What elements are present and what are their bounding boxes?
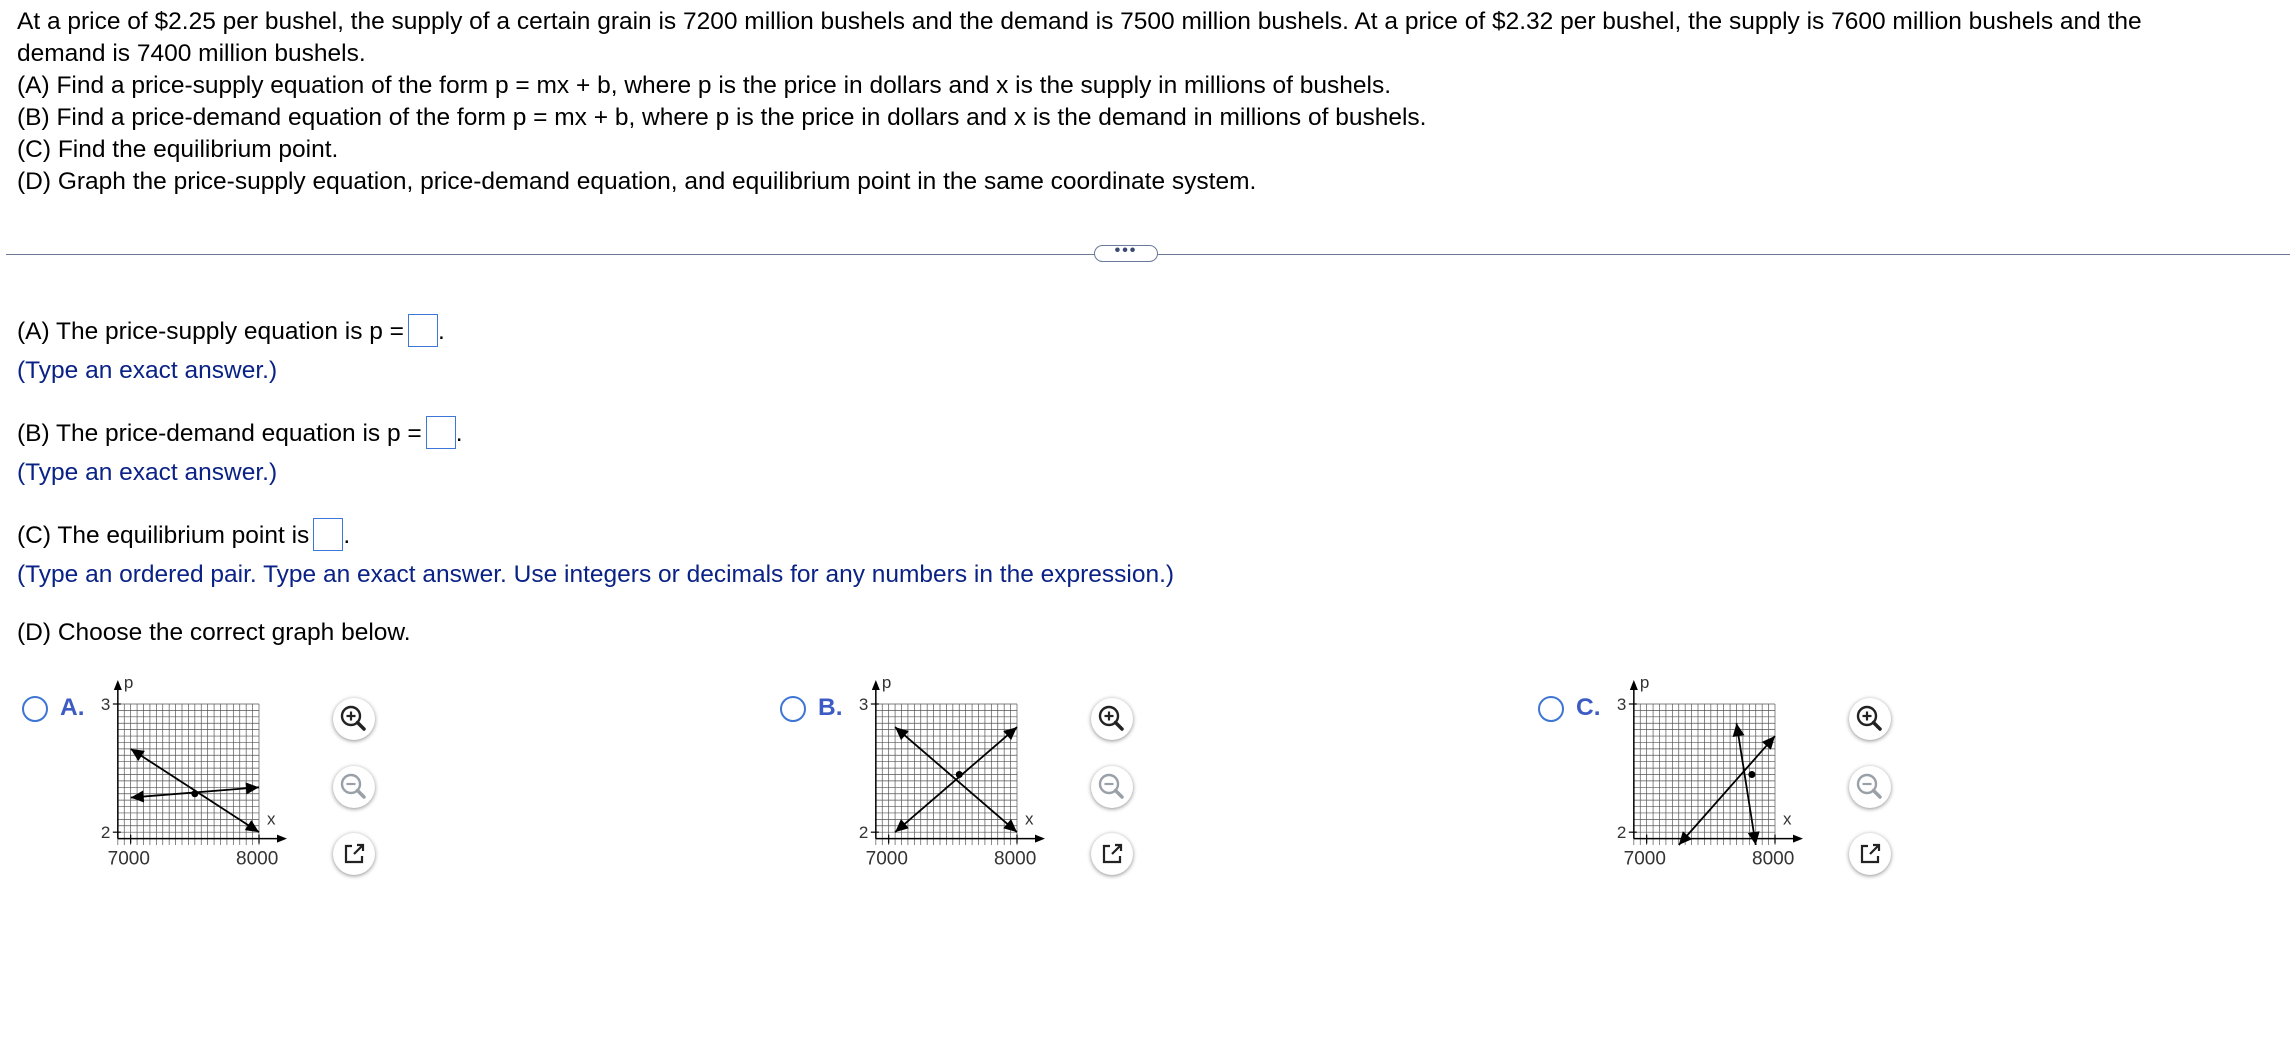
zoom-out-button[interactable]: [1091, 766, 1133, 808]
answer-c-input[interactable]: [313, 518, 343, 551]
question-line-2: demand is 7400 million bushels.: [17, 40, 366, 67]
equilibrium-point: [191, 790, 198, 797]
zoom-in-button[interactable]: [1091, 698, 1133, 740]
new-window-icon: [1849, 833, 1891, 875]
x-axis-arrow: [1035, 835, 1045, 843]
question-part-b: (B) Find a price-demand equation of the form p = mx + b, where p is the price in dollars and x is the demand in millions of bushels.: [17, 104, 1427, 131]
p-axis-label: p: [123, 673, 134, 692]
question-text: [17, 6, 2279, 198]
answer-b-label: (B) The price-demand equation is p =: [17, 420, 422, 447]
x-axis-label: x: [267, 809, 276, 829]
zoom-in-button[interactable]: [333, 698, 375, 740]
x-tick-label: 7000: [107, 848, 150, 870]
x-tick-label: 8000: [236, 848, 279, 870]
question-part-d: (D) Graph the price-supply equation, price-demand equation, and equilibrium point in the same coordinate system.: [17, 168, 1257, 195]
option-a-letter: A.: [60, 694, 85, 721]
p-axis-label: p: [881, 673, 892, 692]
y-tick-label: 2: [1616, 823, 1627, 843]
zoom-in-icon: [333, 698, 375, 740]
new-window-button[interactable]: [1091, 833, 1133, 875]
new-window-button[interactable]: [333, 833, 375, 875]
answer-a-label: (A) The price-supply equation is p =: [17, 318, 404, 345]
x-tick-label: 7000: [1623, 848, 1666, 870]
option-a-graph: [97, 673, 297, 916]
graph-grid: [118, 704, 259, 845]
p-axis-label: p: [1639, 673, 1650, 692]
new-window-button[interactable]: [1849, 833, 1891, 875]
x-tick-label: 8000: [1752, 848, 1795, 870]
y-tick-label: 3: [1616, 695, 1627, 714]
new-window-icon: [333, 833, 375, 875]
question-part-c: (C) Find the equilibrium point.: [17, 136, 339, 163]
period: .: [343, 522, 351, 549]
equilibrium-point: [1748, 771, 1755, 778]
answer-c-row: [17, 520, 350, 553]
graph-line-arrow: [245, 820, 259, 832]
equilibrium-point: [956, 771, 963, 778]
graph-line: [1737, 723, 1756, 845]
answer-a-input[interactable]: [408, 314, 438, 347]
zoom-out-button[interactable]: [333, 766, 375, 808]
y-tick-label: 2: [858, 823, 869, 843]
option-c-radio[interactable]: [1538, 696, 1564, 722]
x-axis-arrow: [277, 835, 287, 843]
answer-d-label: (D) Choose the correct graph below.: [17, 619, 411, 646]
new-window-icon: [1091, 833, 1133, 875]
x-axis-label: x: [1025, 809, 1034, 829]
period: .: [455, 420, 463, 447]
zoom-in-icon: [1091, 698, 1133, 740]
graph-line-arrow: [131, 749, 145, 761]
zoom-out-icon: [333, 766, 375, 808]
zoom-out-icon: [1849, 766, 1891, 808]
graph-grid: [876, 704, 1017, 845]
question-part-a: (A) Find a price-supply equation of the form p = mx + b, where p is the price in dollars and x is the supply in millions of bushels.: [17, 72, 1392, 99]
graph-line: [1679, 736, 1775, 845]
y-axis-arrow: [114, 680, 122, 690]
answer-b-row: [17, 418, 463, 451]
x-tick-label: 7000: [865, 848, 908, 870]
option-c-letter: C.: [1576, 694, 1601, 721]
answer-b-hint: (Type an exact answer.): [17, 459, 278, 486]
x-axis-arrow: [1793, 835, 1803, 843]
question-line-1: At a price of $2.25 per bushel, the supply of a certain grain is 7200 million bushels and the demand is 7500 million bushels. At a price of $2.32 per bushel, the supply is 7600 million bushels and the: [17, 8, 2142, 35]
y-axis-arrow: [1630, 680, 1638, 690]
expand-more-button[interactable]: •••: [1094, 245, 1158, 262]
option-c[interactable]: [1538, 673, 2058, 896]
answer-c-label: (C) The equilibrium point is: [17, 522, 310, 549]
y-tick-label: 2: [100, 823, 111, 843]
answer-a-row: [17, 316, 445, 349]
answer-a-hint: (Type an exact answer.): [17, 357, 278, 384]
answer-c-hint: (Type an ordered pair. Type an exact answer. Use integers or decimals for any numbers in the expression.): [17, 561, 1175, 588]
zoom-out-icon: [1091, 766, 1133, 808]
y-axis-arrow: [872, 680, 880, 690]
option-a[interactable]: [22, 673, 542, 896]
zoom-in-button[interactable]: [1849, 698, 1891, 740]
x-tick-label: 8000: [994, 848, 1037, 870]
zoom-out-button[interactable]: [1849, 766, 1891, 808]
y-tick-label: 3: [100, 695, 111, 714]
option-b-letter: B.: [818, 694, 843, 721]
zoom-in-icon: [1849, 698, 1891, 740]
option-b-radio[interactable]: [780, 696, 806, 722]
option-b-graph: [855, 673, 1055, 916]
answer-b-input[interactable]: [426, 416, 456, 449]
period: .: [438, 318, 445, 345]
option-b[interactable]: [780, 673, 1300, 896]
y-tick-label: 3: [858, 695, 869, 714]
option-a-radio[interactable]: [22, 696, 48, 722]
option-c-graph: [1613, 673, 1813, 916]
x-axis-label: x: [1783, 809, 1792, 829]
